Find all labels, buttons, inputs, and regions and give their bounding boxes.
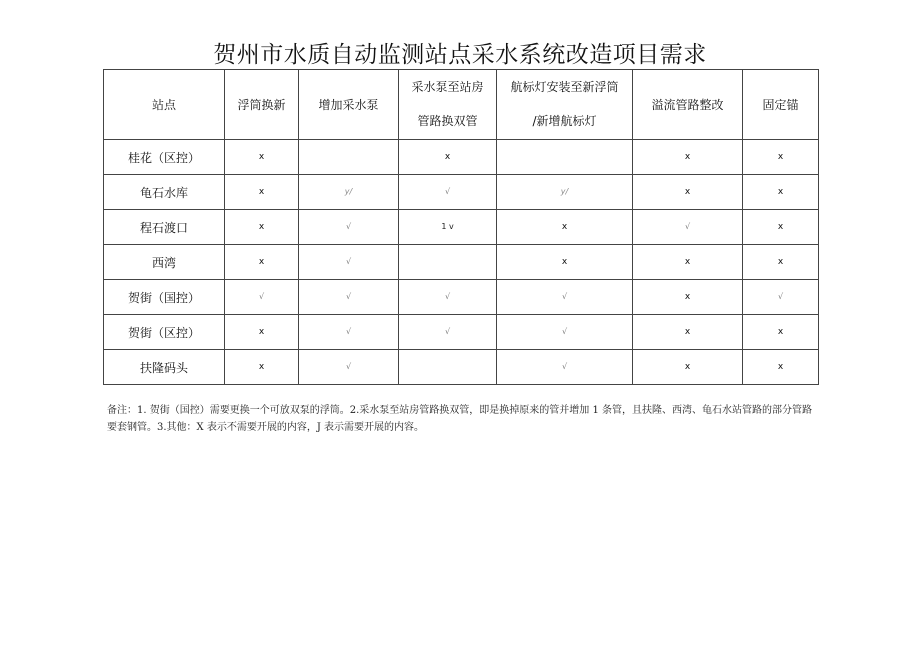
column-header-text-line2: /新增航标灯 <box>532 114 597 128</box>
table-cell <box>743 140 819 175</box>
table-cell <box>225 210 299 245</box>
table-cell <box>225 350 299 385</box>
table-row <box>104 350 819 385</box>
cell-mark: √ <box>345 327 352 336</box>
table-cell <box>743 210 819 245</box>
column-header-text: 站点 <box>151 98 176 112</box>
table-row <box>104 140 819 175</box>
table-cell <box>633 210 743 245</box>
table-cell <box>743 245 819 280</box>
cell-mark: √ <box>777 292 784 301</box>
column-header <box>299 70 399 140</box>
table-cell <box>497 350 633 385</box>
cell-mark: √ <box>444 292 451 301</box>
table-cell <box>399 245 497 280</box>
table-cell <box>497 210 633 245</box>
cell-mark: √ <box>345 257 352 266</box>
cell-mark: x <box>258 222 265 232</box>
table-cell <box>743 280 819 315</box>
cell-mark: √ <box>345 292 352 301</box>
table-cell <box>399 210 497 245</box>
table-cell <box>497 315 633 350</box>
table-cell <box>299 140 399 175</box>
table-cell <box>633 175 743 210</box>
table-header-row <box>104 70 819 140</box>
column-header-text: 浮筒换新 <box>237 98 286 112</box>
station-name: 贺街（国控） <box>104 280 225 315</box>
table-row <box>104 210 819 245</box>
cell-mark: x <box>258 152 265 162</box>
table-cell <box>633 140 743 175</box>
table-cell <box>497 245 633 280</box>
station-name: 西湾 <box>104 245 225 280</box>
cell-mark: x <box>777 187 784 197</box>
cell-mark: √ <box>345 222 352 231</box>
document-title: 贺州市水质自动监测站点采水系统改造项目需求 <box>213 42 707 68</box>
station-name: 贺街（区控） <box>104 315 225 350</box>
cell-mark: √ <box>684 222 691 231</box>
table-cell <box>633 245 743 280</box>
table-cell <box>399 140 497 175</box>
table-cell <box>743 350 819 385</box>
cell-mark: x <box>258 187 265 197</box>
footnote-line-1: 备注：1. 贺街（国控）需要更换一个可放双泵的浮筒。2.采水泵至站房管路换双管，即是换掉原来的管并增加 1 条管，且扶隆、西湾、龟石水站管路的部分管路 <box>107 405 812 416</box>
cell-mark: x <box>684 327 691 337</box>
table-cell <box>299 175 399 210</box>
cell-mark: x <box>258 362 265 372</box>
table-cell <box>299 210 399 245</box>
cell-mark: √ <box>444 327 451 336</box>
cell-mark: √ <box>561 362 568 371</box>
cell-mark: y/ <box>344 187 353 196</box>
table-cell <box>299 280 399 315</box>
cell-mark: x <box>777 152 784 162</box>
table-cell <box>633 350 743 385</box>
cell-mark: x <box>561 257 568 267</box>
cell-mark: x <box>561 222 568 232</box>
column-header-text: 固定锚 <box>762 98 799 112</box>
cell-mark: √ <box>444 187 451 196</box>
station-name: 龟石水库 <box>104 175 225 210</box>
table-row <box>104 245 819 280</box>
table-cell <box>633 315 743 350</box>
table-cell <box>743 315 819 350</box>
footnote-line-2: 要套钢管。3.其他：X 表示不需要开展的内容，J 表示需要开展的内容。 <box>107 422 425 433</box>
requirements-table <box>103 69 819 385</box>
cell-mark: x <box>777 362 784 372</box>
table-row <box>104 280 819 315</box>
cell-mark: x <box>444 152 451 162</box>
cell-mark: x <box>777 222 784 232</box>
footnote <box>107 402 872 436</box>
column-header <box>225 70 299 140</box>
table-cell <box>399 175 497 210</box>
column-header <box>104 70 225 140</box>
cell-mark: x <box>777 327 784 337</box>
table-cell <box>225 280 299 315</box>
cell-mark: √ <box>258 292 265 301</box>
table-row <box>104 315 819 350</box>
table-cell <box>225 175 299 210</box>
cell-mark: √ <box>561 292 568 301</box>
column-header-text: 采水泵至站房 <box>411 80 484 94</box>
table-cell <box>743 175 819 210</box>
cell-mark: x <box>777 257 784 267</box>
cell-mark: x <box>684 362 691 372</box>
column-header-text-line2: 管路换双管 <box>417 114 478 128</box>
column-header <box>399 70 497 140</box>
table-cell <box>225 245 299 280</box>
table-cell <box>497 280 633 315</box>
table-cell <box>299 245 399 280</box>
cell-mark: x <box>684 152 691 162</box>
column-header-text: 航标灯安装至新浮筒 <box>510 80 619 94</box>
table-cell <box>399 350 497 385</box>
column-header <box>743 70 819 140</box>
column-header <box>633 70 743 140</box>
cell-mark: 1 v <box>441 222 454 231</box>
table-cell <box>225 140 299 175</box>
table-cell <box>497 175 633 210</box>
table-cell <box>399 315 497 350</box>
table-cell <box>225 315 299 350</box>
table-cell <box>299 350 399 385</box>
cell-mark: √ <box>345 362 352 371</box>
cell-mark: y/ <box>560 187 569 196</box>
cell-mark: x <box>684 257 691 267</box>
table-cell <box>633 280 743 315</box>
cell-mark: x <box>258 257 265 267</box>
station-name: 扶隆码头 <box>104 350 225 385</box>
table-body <box>104 140 819 385</box>
table-row <box>104 175 819 210</box>
column-header <box>497 70 633 140</box>
cell-mark: x <box>684 187 691 197</box>
table-cell <box>399 280 497 315</box>
table-cell <box>497 140 633 175</box>
cell-mark: x <box>684 292 691 302</box>
column-header-text: 溢流管路整改 <box>651 98 724 112</box>
station-name: 桂花（区控） <box>104 140 225 175</box>
column-header-text: 增加采水泵 <box>318 98 379 112</box>
table-cell <box>299 315 399 350</box>
cell-mark: x <box>258 327 265 337</box>
cell-mark: √ <box>561 327 568 336</box>
station-name: 程石渡口 <box>104 210 225 245</box>
